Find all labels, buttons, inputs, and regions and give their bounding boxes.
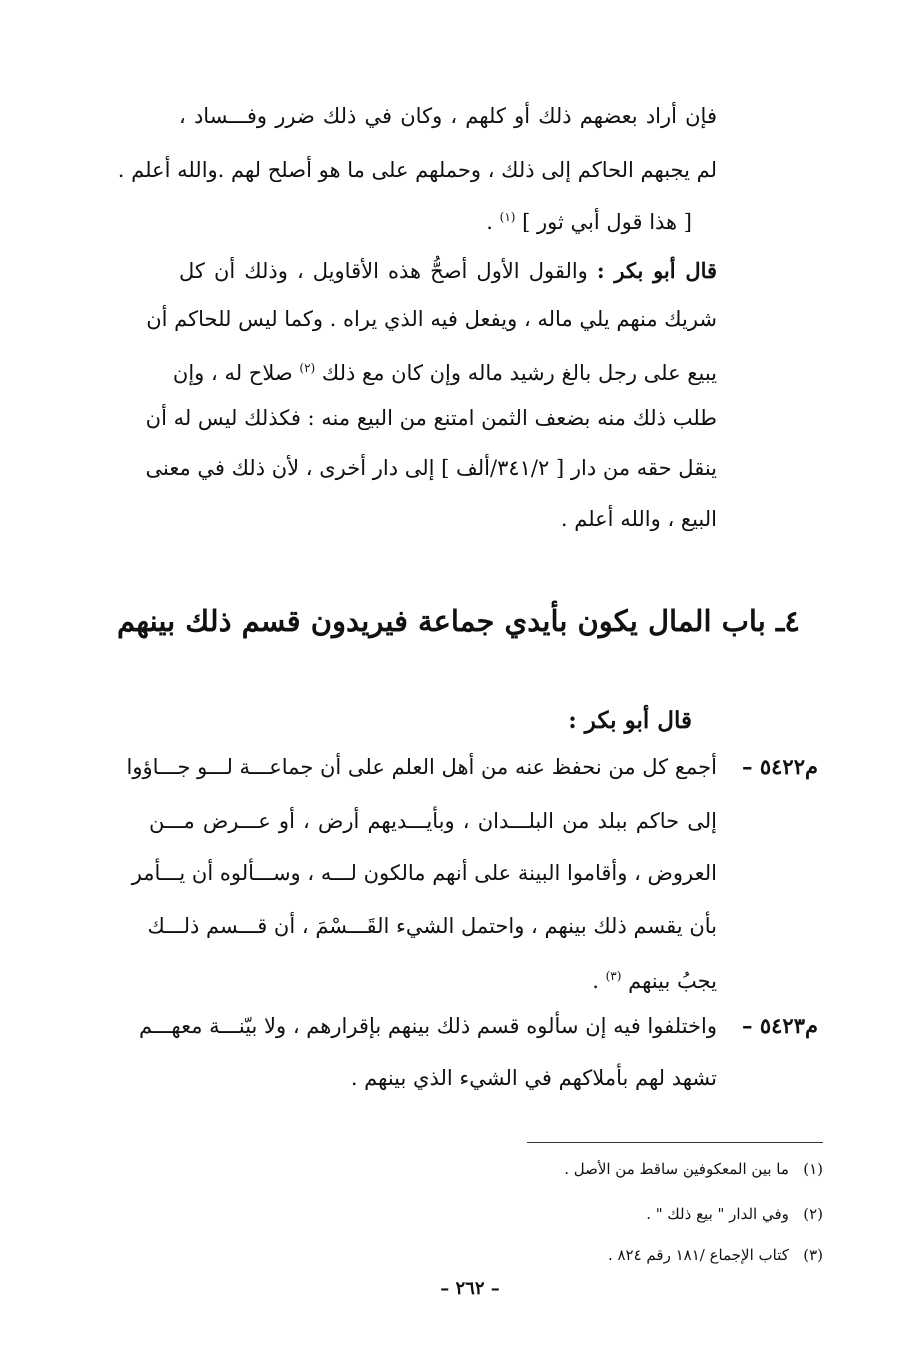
- paragraph-text: صلاح له ، وإن: [172, 361, 293, 385]
- paragraph-line: [172, 353, 717, 388]
- footnote-ref: (٢): [299, 361, 316, 375]
- period: .: [592, 969, 599, 993]
- footnote-ref: (١): [499, 210, 516, 224]
- paragraph-line: [179, 256, 717, 286]
- paragraph-line: فإن أراد بعضهم ذلك أو كلهم ، وكان في ذلك ضرر وفـــساد ،: [179, 104, 717, 128]
- paragraph-line: واختلفوا فيه إن سألوه قسم ذلك بينهم بإقرارهم ، ولا بيّنـــة معهـــم: [138, 1014, 717, 1038]
- paragraph-line: طلب ذلك منه بضعف الثمن امتنع من البيع منه : فكذلك ليس له أن: [145, 406, 717, 430]
- footnote-text: وفي الدار " بيع ذلك " .: [646, 1205, 789, 1223]
- citation-line: [486, 202, 692, 237]
- paragraph-line: بأن يقسم ذلك بينهم ، واحتمل الشيء القَـــسْمَ ، أن قـــسم ذلـــك: [147, 914, 717, 938]
- footnote-text: كتاب الإجماع /١٨١ رقم ٨٢٤ .: [607, 1246, 789, 1264]
- masala-number: م٥٤٢٢ –: [742, 754, 818, 779]
- chapter-heading: ٤ـ باب المال يكون بأيدي جماعة فيريدون قسم ذلك بينهم: [116, 604, 800, 638]
- paragraph-line: العروض ، وأقاموا البينة على أنهم مالكون لـــه ، وســـألوه أن يـــأمر: [131, 861, 717, 885]
- footnote-ref: (٣): [605, 969, 622, 983]
- paragraph-line: [592, 961, 717, 996]
- citation-text: [ هذا قول أبي ثور ]: [522, 210, 692, 234]
- paragraph-line: البيع ، والله أعلم .: [560, 507, 717, 531]
- paragraph-text: يجبُ بينهم: [628, 969, 717, 993]
- paragraph-line: شريك منهم يلي ماله ، ويفعل فيه الذي يراه . وكما ليس للحاكم أن: [146, 307, 717, 331]
- paragraph-line: تشهد لهم بأملاكهم في الشيء الذي بينهم .: [350, 1066, 717, 1090]
- speaker-label: قال أبو بكر :: [568, 707, 692, 734]
- footnote-text: ما بين المعكوفين ساقط من الأصل .: [564, 1160, 789, 1178]
- footnote-number: (٣): [803, 1246, 823, 1264]
- paragraph-line: ينقل حقه من دار [ ٣٤١/٢/ألف ] إلى دار أخرى ، لأن ذلك في معنى: [145, 456, 717, 480]
- footnote-separator: [527, 1142, 823, 1143]
- paragraph-line: لم يجبهم الحاكم إلى ذلك ، وحملهم على ما هو أصلح لهم .والله أعلم .: [117, 158, 717, 182]
- page-number: – ٢٦٢ –: [440, 1278, 500, 1299]
- paragraph-text: والقول الأول أصحُّ هذه الأقاويل ، وذلك أن كل: [179, 259, 588, 283]
- footnote: [608, 1243, 823, 1267]
- paragraph-line: إلى حاكم ببلد من البلـــدان ، وبأيـــديهم أرض ، أو عـــرض مـــن: [149, 809, 717, 833]
- speaker-label: قال أبو بكر :: [596, 258, 718, 283]
- paragraph-text: يبيع على رجل بالغ رشيد ماله وإن كان مع ذلك: [321, 361, 717, 385]
- masala-number: م٥٤٢٣ –: [742, 1013, 818, 1038]
- footnote-number: (١): [803, 1160, 823, 1178]
- footnote: [646, 1202, 823, 1226]
- footnote-number: (٢): [803, 1205, 823, 1223]
- period: .: [486, 210, 493, 234]
- paragraph-line: أجمع كل من نحفظ عنه من أهل العلم على أن جماعـــة لـــو جـــاؤوا: [126, 755, 717, 779]
- footnote: [564, 1157, 823, 1181]
